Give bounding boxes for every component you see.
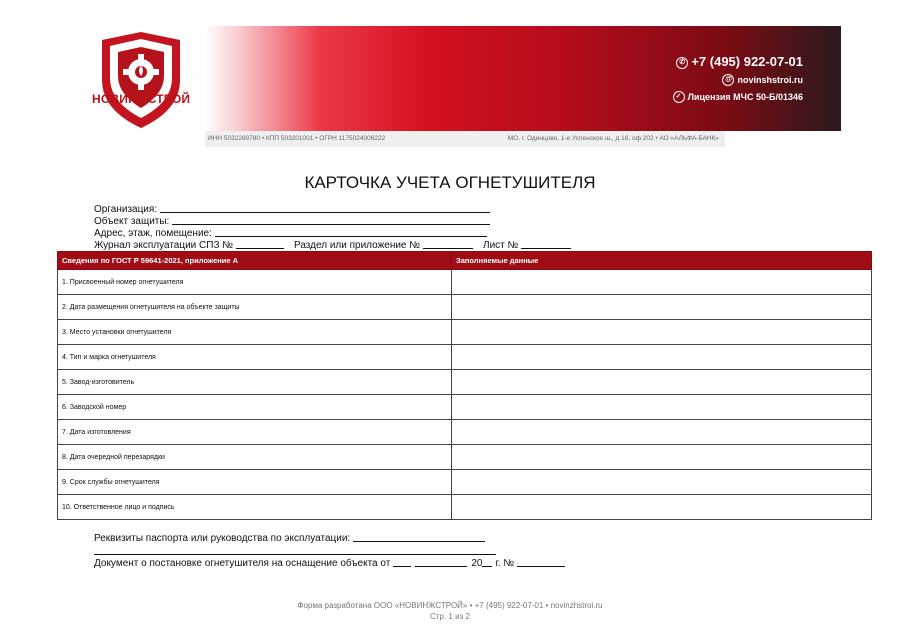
logo-text: НОВИНЖСТРОЙ [92,92,191,106]
address-label: Адрес, этаж, помещение: [94,228,212,239]
address-field [94,227,487,239]
column-header-info: Сведения по ГОСТ Р 59641-2021, приложение А [58,252,452,270]
row-value-cell[interactable] [452,320,872,345]
number-line[interactable] [517,557,565,567]
table-row [58,270,872,295]
site-url: novinshstroi.ru [737,75,803,85]
row-label: 4. Тип и марка огнетушителя [58,345,452,370]
license-contact [673,91,803,103]
journal-label: Журнал эксплуатации СПЗ № [94,240,233,251]
row-value-cell[interactable] [452,295,872,320]
table-row [58,370,872,395]
company-logo [92,30,190,130]
row-label: 10. Ответственное лицо и подпись [58,495,452,520]
row-value-cell[interactable] [452,370,872,395]
day-line[interactable] [393,557,411,567]
column-header-data: Заполняемые данные [452,252,872,270]
passport-label: Реквизиты паспорта или руководства по эксплуатации: [94,533,351,544]
passport-field [94,532,485,544]
address-line[interactable] [215,227,487,237]
row-label: 6. Заводской номер [58,395,452,420]
page-title: КАРТОЧКА УЧЕТА ОГНЕТУШИТЕЛЯ [304,173,596,192]
object-label: Объект защиты: [94,216,170,227]
passport-line[interactable] [353,532,485,542]
row-value-cell[interactable] [452,495,872,520]
phone-icon: ✆ [676,57,688,69]
year-prefix: 20 [471,558,483,569]
globe-icon: @ [722,74,734,86]
requisites-right: МО, г. Одинцово, 1-е Успенское ш., д.16, оф.202 • АО «АЛЬФА-БАНК» [507,135,719,142]
license-text: Лицензия МЧС 50-Б/01346 [687,92,803,102]
row-label: 9. Срок службы огнетушителя [58,470,452,495]
phone-number: +7 (495) 922-07-01 [691,54,803,69]
row-value-cell[interactable] [452,420,872,445]
requisites-bar [205,131,725,147]
organization-label: Организация: [94,204,158,215]
shield-logo-icon [92,30,190,130]
section-label: Раздел или приложение № [294,240,421,251]
year-line[interactable] [482,557,492,567]
organization-line[interactable] [160,203,490,213]
object-field [94,215,490,227]
table-row [58,345,872,370]
row-label: 2. Дата размещения огнетушителя на объекте защиты [58,295,452,320]
section-line[interactable] [423,239,473,249]
table-row [58,320,872,345]
requisites-left: ИНН 5032269780 • КПП 503201001 • ОГРН 1175024006222 [208,135,386,142]
passport-line-2 [94,545,496,557]
passport-extra-line[interactable] [94,545,496,555]
table-row [58,295,872,320]
header-banner [205,26,841,131]
month-line[interactable] [415,557,467,567]
row-value-cell[interactable] [452,395,872,420]
extinguisher-table [57,251,872,520]
document-field [94,557,565,569]
document-label: Документ о постановке огнетушителя на оснащение объекта от [94,558,391,569]
journal-field [94,239,571,251]
table-row [58,395,872,420]
sheet-label: Лист № [483,240,519,251]
organization-field [94,203,490,215]
table-header-row [58,252,872,270]
year-suffix: г. № [495,558,515,569]
table-row [58,420,872,445]
row-label: 3. Место установки огнетушителя [58,320,452,345]
row-label: 5. Завод-изготовитель [58,370,452,395]
page-number: Стр. 1 из 2 [430,612,470,621]
row-value-cell[interactable] [452,470,872,495]
row-value-cell[interactable] [452,345,872,370]
table-row [58,470,872,495]
shield-icon: ✓ [673,91,685,103]
row-value-cell[interactable] [452,270,872,295]
object-line[interactable] [172,215,490,225]
journal-line[interactable] [236,239,284,249]
sheet-line[interactable] [521,239,571,249]
table-row [58,445,872,470]
row-label: 8. Дата очередной перезарядки [58,445,452,470]
row-label: 1. Присвоенный номер огнетушителя [58,270,452,295]
row-label: 7. Дата изготовления [58,420,452,445]
table-row [58,495,872,520]
phone-contact [676,54,803,69]
footer-credits: Форма разработана ООО «НОВИНЖСТРОЙ» • +7 (495) 922-07-01 • novinzhstroi.ru [297,601,603,610]
site-contact [722,74,803,86]
row-value-cell[interactable] [452,445,872,470]
